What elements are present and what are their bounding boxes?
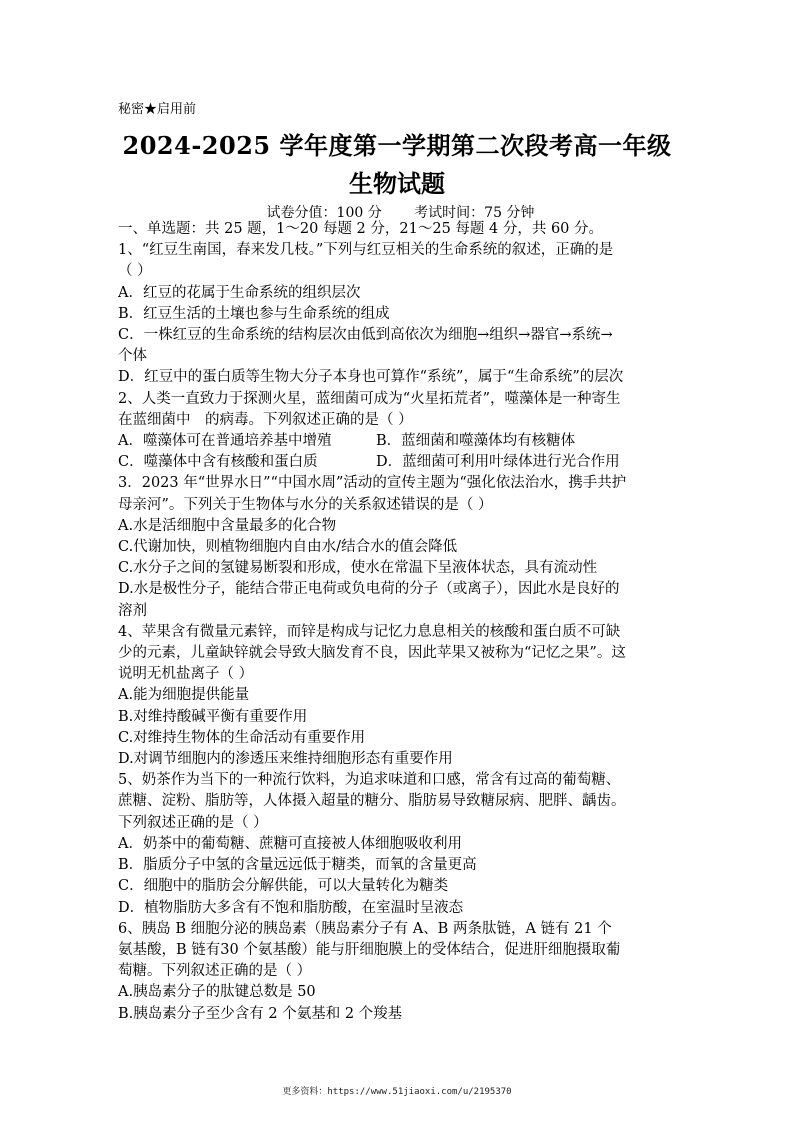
q6-stem: 6、胰岛 B 细胞分泌的胰岛素（胰岛素分子有 A、B 两条肽链，A 链有 21 个 <box>118 920 612 937</box>
footer-resource-link: 更多资料：https://www.51jiaoxi.com/u/2195370 <box>282 1087 512 1097</box>
q3-option-d-cont: 溶剂 <box>118 602 147 619</box>
score-info: 试卷分值：100 分 <box>266 205 382 221</box>
q6-stem-cont-2: 萄糖。下列叙述正确的是（ ） <box>118 963 312 980</box>
section-heading: 一、单选题：共 25 题，1～20 每题 2 分，21～25 每题 4 分，共 60 分。 <box>118 221 604 237</box>
q3-option-a: A.水是活细胞中含量最多的化合物 <box>118 517 337 534</box>
q1-option-b: B．红豆生活的土壤也参与生命系统的组成 <box>118 305 390 322</box>
q2-stem-cont: 在蓝细菌中 的病毒。下列叙述正确的是（ ） <box>118 411 413 428</box>
q2-option-c: C．噬藻体中含有核酸和蛋白质 <box>118 454 318 471</box>
q1-option-c: C．一株红豆的生命系统的结构层次由低到高依次为细胞→组织→器官→系统→ <box>118 327 613 344</box>
q1-option-c-cont: 个体 <box>118 348 147 365</box>
exam-subject: 生物试题 <box>349 169 445 198</box>
q1-stem: 1、“红豆生南国，春来发几枝。”下列与红豆相关的生命系统的叙述，正确的是 <box>118 242 614 259</box>
q3-stem: 3．2023 年“世界水日”“中国水周”活动的宣传主题为“强化依法治水，携手共护 <box>118 475 627 492</box>
q4-option-c: C.对维持生物体的生命活动有重要作用 <box>118 729 366 746</box>
q4-option-a: A.能为细胞提供能量 <box>118 687 250 704</box>
q3-stem-cont: 母亲河”。下列关于生物体与水分的关系叙述错误的是（ ） <box>118 496 493 513</box>
q5-option-c: C．细胞中的脂肪会分解供能，可以大量转化为糖类 <box>118 878 449 895</box>
question-body <box>118 219 683 1025</box>
q2-options-cd <box>118 452 683 473</box>
q1-option-a: A．红豆的花属于生命系统的组织层次 <box>118 284 361 301</box>
exam-title: 2024-2025 学年度第一学期第二次段考高一年级 <box>122 131 672 160</box>
q6-option-b: B.胰岛素分子至少含有 2 个氨基和 2 个羧基 <box>118 1005 403 1022</box>
q6-stem-cont: 氨基酸，B 链有30 个氨基酸）能与肝细胞膜上的受体结合，促进肝细胞摄取葡 <box>118 941 621 958</box>
q4-option-d: D.对调节细胞内的渗透压来维持细胞形态有重要作用 <box>118 751 453 768</box>
q2-option-a: A．噬藻体可在普通培养基中增殖 <box>118 433 332 450</box>
q2-option-d: D．蓝细菌可利用叶绿体进行光合作用 <box>376 454 620 471</box>
q5-option-a: A．奶茶中的葡萄糖、蔗糖可直接被人体细胞吸收利用 <box>118 835 462 852</box>
q5-option-d: D．植物脂肪大多含有不饱和脂肪酸，在室温时呈液态 <box>118 899 464 916</box>
q1-option-d: D．红豆中的蛋白质等生物大分子本身也可算作“系统”，属于“生命系统”的层次 <box>118 369 624 386</box>
q5-option-b: B．脂质分子中氢的含量远远低于糖类，而氧的含量更高 <box>118 857 477 874</box>
q3-option-d: D.水是极性分子，能结合带正电荷或负电荷的分子（或离子），因此水是良好的 <box>118 581 620 598</box>
q3-option-c-second: C.水分子之间的氢键易断裂和形成，使水在常温下呈液体状态，具有流动性 <box>118 560 598 577</box>
time-info: 考试时间：75 分钟 <box>414 205 535 221</box>
q5-stem-cont-2: 下列叙述正确的是（ ） <box>118 814 268 831</box>
q4-stem: 4、苹果含有微量元素锌，而锌是构成与记忆力息息相关的核酸和蛋白质不可缺 <box>118 623 621 640</box>
q2-options-ab <box>118 431 683 452</box>
q4-stem-cont: 少的元素，儿童缺锌就会导致大脑发育不良，因此苹果又被称为“记忆之果”。这 <box>118 645 626 662</box>
q4-option-b: B.对维持酸碱平衡有重要作用 <box>118 708 308 725</box>
q2-stem: 2、人类一直致力于探测火星，蓝细菌可成为“火星拓荒者”，噬藻体是一种寄生 <box>118 390 621 407</box>
q4-stem-cont-2: 说明无机盐离子（ ） <box>118 666 254 683</box>
q2-option-b: B．蓝细菌和噬藻体均有核糖体 <box>376 433 576 450</box>
q5-stem-cont: 蔗糖、淀粉、脂肪等，人体摄入超量的糖分、脂肪易导致糖尿病、肥胖、龋齿。 <box>118 793 626 810</box>
q3-option-c: C.代谢加快，则植物细胞内自由水/结合水的值会降低 <box>118 539 458 556</box>
q5-stem: 5、奶茶作为当下的一种流行饮料，为追求味道和口感，常含有过高的葡萄糖、 <box>118 772 621 789</box>
q1-stem-cont: （ ） <box>118 263 152 280</box>
q6-option-a: A.胰岛素分子的肽键总数是 50 <box>118 984 316 1001</box>
confidential-label: 秘密★启用前 <box>118 102 197 117</box>
